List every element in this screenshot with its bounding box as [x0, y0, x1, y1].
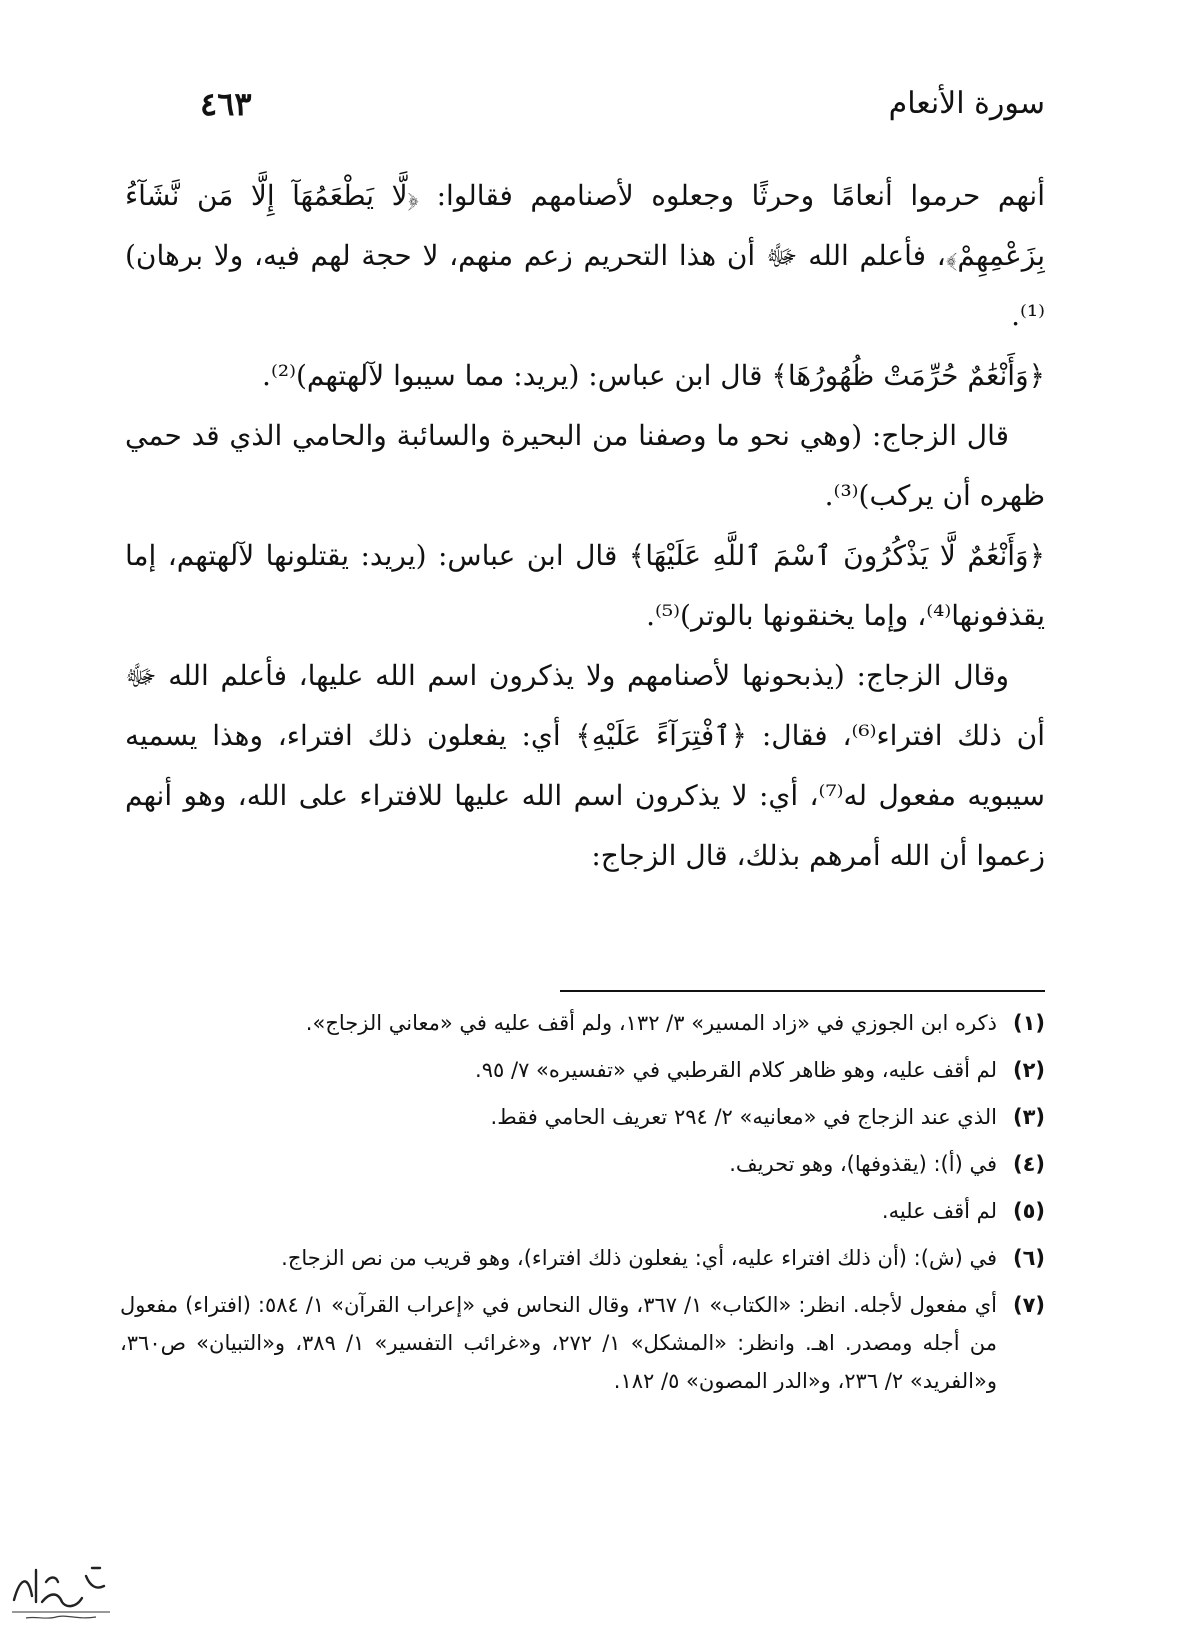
- footnote-text: في (ش): (أن ذلك افتراء عليه، أي: يفعلون ذلك افتراء)، وهو قريب من نص الزجاج.: [281, 1246, 997, 1270]
- paragraph-4: ﴿وَأَنْعَٰمٌ لَّا يَذْكُرُونَ ٱسْمَ ٱللَّهِ عَلَيْهَا﴾ قال ابن عباس: (يريد: يقتلونها لآلهتهم، إما يقذفونها⁽⁴⁾، وإما يخنقونها بالوتر)⁽⁵⁾.: [125, 539, 1045, 632]
- footnote-number: (٥): [1012, 1199, 1045, 1223]
- footnote-number: (٤): [1012, 1152, 1045, 1176]
- footnote-item: [120, 1239, 1045, 1277]
- footnote-item: [120, 1004, 1045, 1042]
- footnote-text: في (أ): (يقذوفها)، وهو تحريف.: [729, 1152, 997, 1176]
- footnote-text: ذكره ابن الجوزي في «زاد المسير» ٣/ ١٣٢، ولم أقف عليه في «معاني الزجاج».: [305, 1011, 997, 1035]
- main-text: [125, 166, 1045, 966]
- publisher-logo: [6, 1556, 116, 1626]
- paragraph-5: وقال الزجاج: (يذبحونها لأصنامهم ولا يذكرون اسم الله عليها، فأعلم الله ﷻ أن ذلك افتراء⁽⁶⁾، فقال: ﴿ٱفْتِرَآءً عَلَيْهِ﴾ أي: يفعلون ذلك افتراء، وهذا يسميه سيبويه مفعول له⁽⁷⁾، أي: لا يذكرون اسم الله عليها للافتراء على الله، وهو أنهم زعموا أن الله أمرهم بذلك، قال الزجاج:: [125, 659, 1045, 872]
- footnote-number: (٧): [1012, 1293, 1045, 1317]
- footnote-item: [120, 1286, 1045, 1400]
- footnote-item: [120, 1098, 1045, 1136]
- footnote-separator: [560, 990, 1045, 992]
- footnote-text: لم أقف عليه.: [881, 1199, 997, 1223]
- footnote-number: (٢): [1012, 1058, 1045, 1082]
- footnote-number: (١): [1012, 1011, 1045, 1035]
- footnote-number: (٦): [1012, 1246, 1045, 1270]
- paragraph-1: أنهم حرموا أنعامًا وحرثًا وجعلوه لأصنامهم فقالوا: ﴿لَّا يَطْعَمُهَآ إِلَّا مَن نَّشَآءُ بِزَعْمِهِمْ﴾، فأعلم الله ﷻ أن هذا التحريم زعم منهم، لا حجة لهم فيه، ولا برهان)⁽¹⁾.: [125, 179, 1045, 332]
- footnote-number: (٣): [1012, 1105, 1045, 1129]
- footnote-item: [120, 1192, 1045, 1230]
- page-number: ٤٦٣: [200, 85, 252, 123]
- paragraph-2: ﴿وَأَنْعَٰمٌ حُرِّمَتْ ظُهُورُهَا﴾ قال ابن عباس: (يريد: مما سيبوا لآلهتهم)⁽²⁾.: [262, 359, 1045, 392]
- page-header: [200, 84, 1045, 134]
- footnote-text: لم أقف عليه، وهو ظاهر كلام القرطبي في «تفسيره» ٧/ ٩٥.: [475, 1058, 997, 1082]
- surah-title: سورة الأنعام: [888, 86, 1045, 121]
- footnotes: [120, 1004, 1045, 1484]
- paragraph-3: قال الزجاج: (وهي نحو ما وصفنا من البحيرة والسائبة والحامي الذي قد حمي ظهره أن يركب)⁽³⁾.: [125, 419, 1045, 512]
- footnote-text: أي مفعول لأجله. انظر: «الكتاب» ١/ ٣٦٧، وقال النحاس في «إعراب القرآن» ١/ ٥٨٤: (افتراء) مفعول من أجله ومصدر. اهـ. وانظر: «المشكل» ١/ ٢٧٢، و«غرائب التفسير» ١/ ٣٨٩، و«التبيان» ص٣٦٠، و«الفريد» ٢/ ٢٣٦، و«الدر المصون» ٥/ ١٨٢.: [120, 1293, 997, 1393]
- footnote-item: [120, 1051, 1045, 1089]
- footnote-text: الذي عند الزجاج في «معانيه» ٢/ ٢٩٤ تعريف الحامي فقط.: [490, 1105, 997, 1129]
- footnote-item: [120, 1145, 1045, 1183]
